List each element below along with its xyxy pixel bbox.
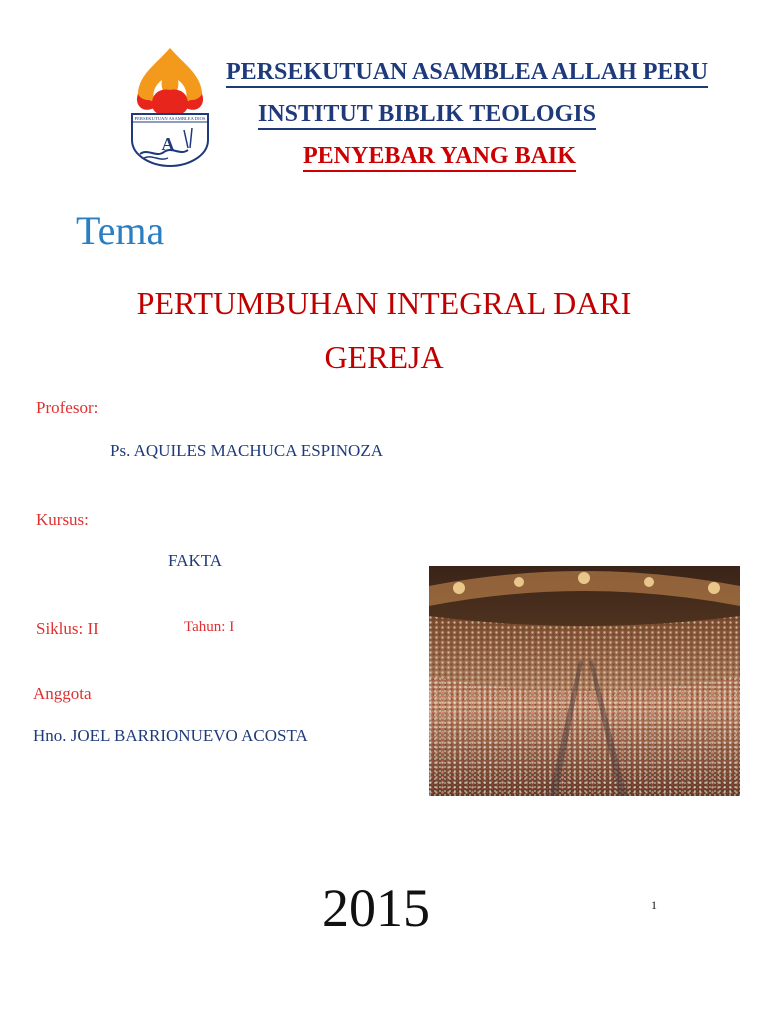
tahun-label: Tahun: I (184, 619, 235, 635)
title-line-1: PERTUMBUHAN INTEGRAL DARI (136, 285, 632, 321)
profesor-name: Ps. AQUILES MACHUCA ESPINOZA (110, 441, 383, 460)
siklus-label: Siklus: II (36, 619, 99, 638)
year: 2015 (322, 878, 430, 938)
profesor-label: Profesor: (36, 398, 99, 417)
logo-ring-text: PERSEKUTUAN ASAMBLEA DIOS (134, 116, 206, 121)
kursus-label: Kursus: (36, 510, 89, 529)
logo-monogram: A (161, 134, 175, 154)
header-motto: PENYEBAR YANG BAIK (303, 142, 576, 172)
anggota-label: Anggota (33, 684, 92, 703)
anggota-name: Hno. JOEL BARRIONUEVO ACOSTA (33, 726, 308, 745)
header-organization: PERSEKUTUAN ASAMBLEA ALLAH PERU (226, 58, 708, 88)
header-institute: INSTITUT BIBLIK TEOLOGIS (258, 100, 596, 130)
kursus-value: FAKTA (168, 551, 223, 570)
tema-label: Tema (76, 208, 165, 253)
institution-logo (126, 44, 214, 168)
title-line-2: GEREJA (324, 339, 444, 375)
church-auditorium-photo (429, 566, 740, 796)
page-number: 1 (651, 898, 657, 912)
